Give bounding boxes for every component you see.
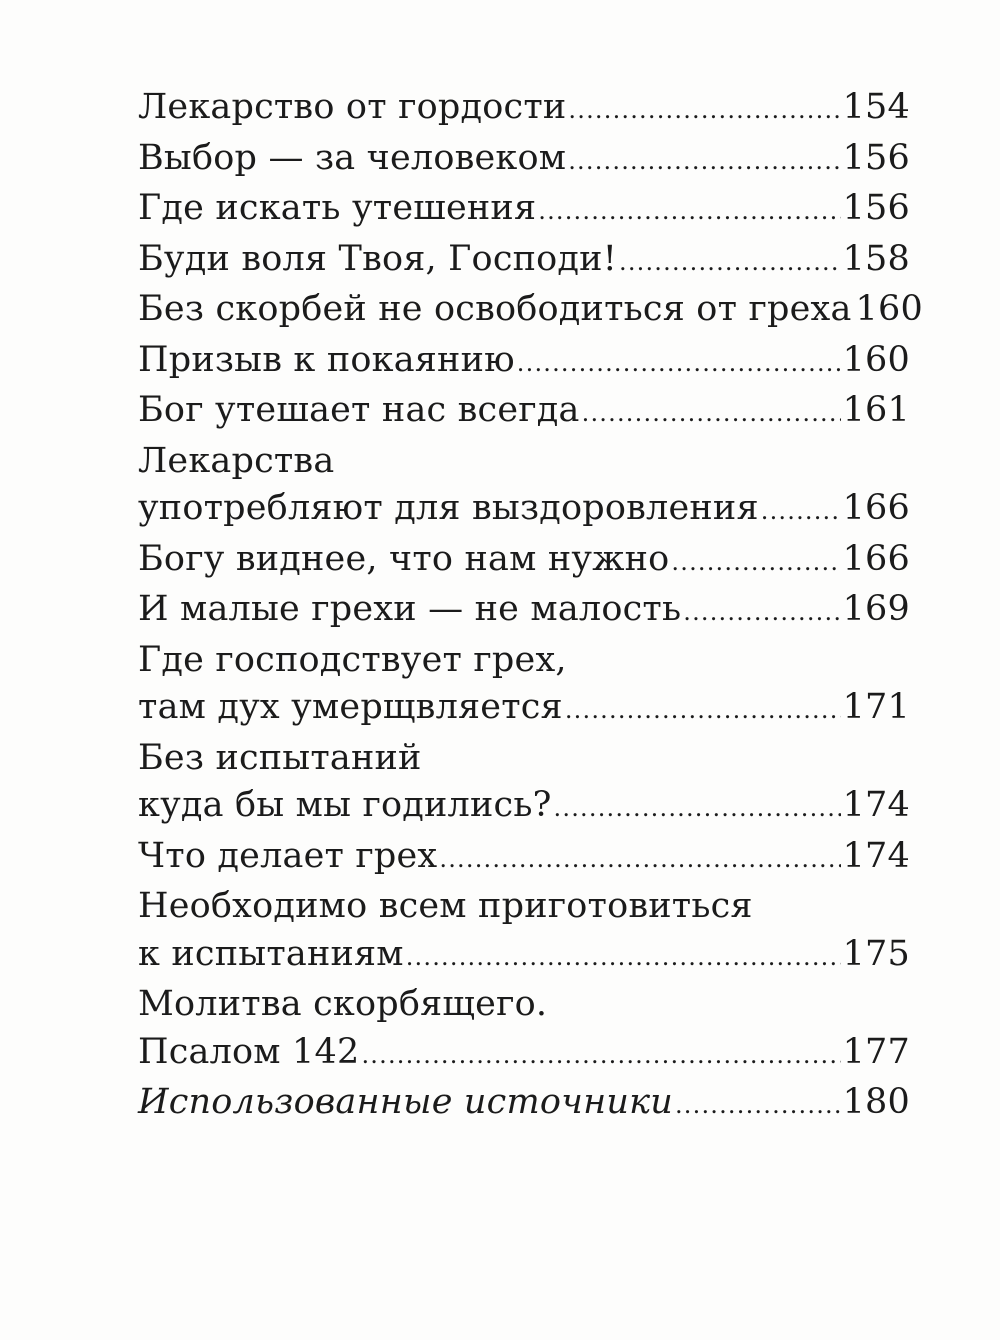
toc-entry-title: Призыв к покаянию: [138, 339, 515, 380]
toc-entry-title-line: Необходимо всем приготовиться: [138, 886, 753, 926]
toc-entry-title: Бог утешает нас всегда: [138, 390, 580, 430]
dot-leader: [406, 931, 841, 982]
dot-leader: [582, 387, 841, 438]
toc-entry-title: И малые грехи — не малость: [138, 589, 682, 629]
toc-entry-page-number: 171: [842, 687, 910, 727]
toc-entry-page-number: 158: [842, 238, 910, 279]
toc-entry-page-number: 169: [842, 589, 910, 629]
toc-entry-page-number: 160: [842, 339, 910, 380]
toc-entry-title: употребляют для выздоровления: [138, 488, 759, 528]
toc-entry-page-number: 156: [842, 188, 910, 228]
toc-entry-title: Богу виднее, что нам нужно: [138, 538, 670, 579]
toc-entry-page-number: 180: [842, 1082, 910, 1122]
toc-entry-title: Использованные источники: [138, 1082, 673, 1122]
toc-entry-page-number: 166: [842, 488, 910, 528]
dot-leader: [554, 782, 841, 833]
toc-entry-line: [138, 684, 910, 735]
dot-leader: [683, 586, 840, 637]
toc-entry: [138, 981, 910, 1079]
toc-entry-title: Где искать утешения: [138, 188, 537, 228]
toc-entry: [138, 387, 910, 438]
toc-entry-line: [138, 337, 910, 388]
dot-leader: [538, 185, 840, 236]
toc-entry-title: Псалом 142: [138, 1031, 360, 1072]
toc-entry-line: [138, 485, 910, 536]
toc-entry-page-number: 177: [842, 1031, 910, 1072]
toc-entry-line: [138, 286, 923, 337]
toc-entry-title-line: Молитва скорбящего.: [138, 984, 548, 1024]
toc-entry-line: [138, 236, 910, 287]
toc-entry-page-number: 156: [842, 137, 910, 178]
toc-entry: [138, 883, 910, 981]
toc-entry-page-number: 175: [842, 933, 910, 974]
toc-entry: [138, 536, 910, 587]
toc-entry: [138, 84, 910, 135]
toc-entry-line: [138, 387, 910, 438]
toc-entry-page-number: 174: [842, 785, 910, 825]
toc-entry-title: там дух умерщвляется: [138, 687, 563, 727]
dot-leader: [517, 337, 841, 388]
toc-entry-title: Без скорбей не освободиться от греха: [138, 289, 852, 329]
toc-entry: [138, 135, 910, 186]
toc-entry-page-number: 166: [842, 538, 910, 579]
dot-leader: [619, 236, 841, 287]
dot-leader: [761, 485, 841, 536]
toc-entry: [138, 236, 910, 287]
dot-leader: [361, 1029, 840, 1080]
toc-entry-line: [138, 84, 910, 135]
dot-leader: [675, 1079, 841, 1130]
table-of-contents: [138, 84, 923, 1130]
dot-leader: [565, 684, 841, 735]
toc-entry-title-line: Где господствует грех,: [138, 639, 567, 680]
toc-entry-title: Что делает грех: [138, 835, 438, 876]
toc-entry-line: [138, 1079, 910, 1130]
toc-entry: [138, 833, 910, 884]
toc-entry: [138, 286, 923, 337]
toc-entry-line: [138, 185, 910, 236]
toc-entry: [138, 337, 910, 388]
toc-entry-line: [138, 536, 910, 587]
toc-entry-title: Выбор — за человеком: [138, 137, 567, 178]
toc-entry: [138, 586, 910, 637]
toc-entry-line: [138, 833, 910, 884]
toc-entry: [138, 438, 910, 536]
toc-entry-line: [138, 931, 910, 982]
toc-entry-line: [138, 782, 910, 833]
toc-entry: [138, 185, 910, 236]
dot-leader: [568, 84, 840, 135]
dot-leader: [439, 833, 840, 884]
toc-entry-line: [138, 135, 910, 186]
toc-entry-title: Буди воля Твоя, Господи!: [138, 238, 617, 279]
dot-leader: [568, 135, 840, 186]
toc-entry-page-number: 174: [842, 835, 910, 876]
dot-leader: [671, 536, 840, 587]
toc-entry-title-line: Без испытаний: [138, 737, 422, 778]
toc-entry-page-number: 161: [842, 390, 910, 430]
toc-entry: [138, 637, 910, 735]
toc-entry-title: Лекарство от гордости: [138, 87, 567, 127]
toc-entry-title: к испытаниям: [138, 933, 404, 974]
toc-entry-page-number: 160: [855, 289, 923, 329]
toc-entry: [138, 1079, 910, 1130]
toc-entry-page-number: 154: [842, 87, 910, 127]
toc-entry: [138, 735, 910, 833]
toc-entry-line: [138, 586, 910, 637]
toc-entry-title-line: Лекарства: [138, 440, 335, 481]
toc-entry-line: [138, 1029, 910, 1080]
toc-entry-title: куда бы мы годились?: [138, 785, 552, 825]
